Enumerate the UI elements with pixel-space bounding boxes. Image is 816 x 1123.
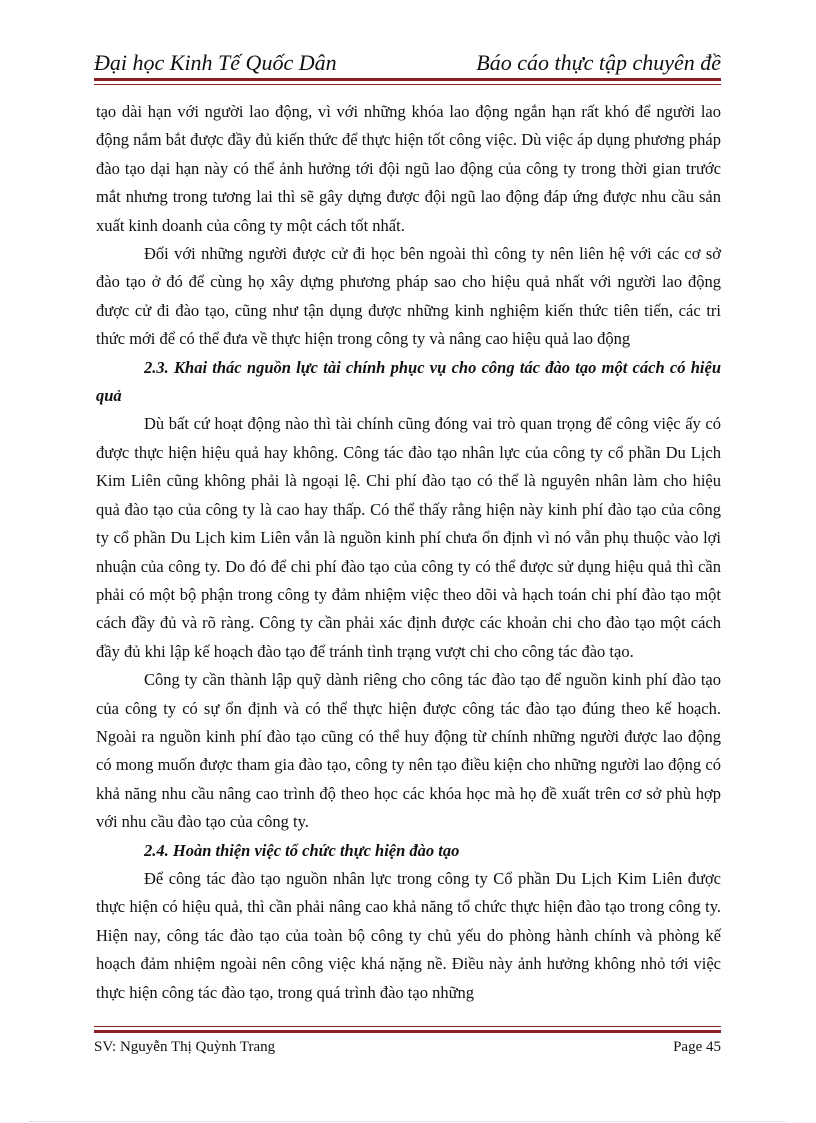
page-header — [94, 44, 721, 76]
section-heading-2-4: 2.4. Hoàn thiện việc tổ chức thực hiện đào tạo — [144, 840, 460, 860]
header-university: Đại học Kinh Tế Quốc Dân — [94, 50, 337, 75]
page-footer — [94, 1039, 721, 1056]
document-body — [96, 98, 721, 1007]
paragraph: tạo dài hạn với người lao động, vì với những khóa lao động ngắn hạn rất khó để người lao động nắm bắt được đầy đủ kiến thức để thực hiện tốt công việc. Dù việc áp dụng phương pháp đào tạo dại hạn này có thể ảnh hưởng tới đội ngũ lao động của công ty trong thời gian trước mắt nhưng trong tương lai thì sẽ gây dựng được đội ngũ lao động đáp ứng được nhu cầu sản xuất kinh doanh của công ty một cách tốt nhất. — [96, 102, 721, 235]
footer-rule — [94, 1030, 721, 1033]
section-heading-2-3: 2.3. Khai thác nguồn lực tài chính phục vụ cho công tác đào tạo một cách có hiệu quả — [96, 357, 721, 406]
header-rule-thin — [94, 84, 721, 85]
footer-rule-thin — [94, 1026, 721, 1027]
paragraph: Dù bất cứ hoạt động nào thì tài chính cũng đóng vai trò quan trọng để công việc ấy có được thực hiện hiệu quả hay không. Công tác đào tạo nhân lực của công ty cổ phần Du Lịch Kim Liên cũng không phải là ngoại lệ. Chi phí đào tạo có thể là nguyên nhân làm cho hiệu quả đào tạo của công ty là cao hay thấp. Có thể thấy rằng hiện này kinh phí đào tạo của công ty cổ phần Du Lịch kim Liên vẫn là nguồn kinh phí chưa ổn định vì nó vẫn phụ thuộc vào lợi nhuận của công ty. Do đó để chi phí đào tạo của công ty có thể được sử dụng hiệu quả thì cần phải có một bộ phận trong công ty đảm nhiệm việc theo dõi và hạch toán chi phí đào tạo một cách đầy đủ và rõ ràng. Công ty cần phải xác định được các khoản chi cho đào tạo một cách đầy đủ khi lập kế hoạch đào tạo để tránh tình trạng vượt chi cho công tác đào tạo. — [96, 414, 721, 661]
header-report-title: Báo cáo thực tập chuyên đề — [476, 50, 721, 75]
page-number: Page 45 — [673, 1039, 721, 1055]
header-rule — [94, 78, 721, 81]
footer-author: SV: Nguyễn Thị Quỳnh Trang — [94, 1039, 276, 1055]
paragraph: Để công tác đào tạo nguồn nhân lực trong công ty Cổ phần Du Lịch Kim Liên được thực hiện có hiệu quả, thì cần phải nâng cao khả năng tổ chức thực hiện đào tạo trong công ty. Hiện nay, công tác đào tạo của toàn bộ công ty chủ yếu do phòng hành chính và phòng kế hoạch đảm nhiệm ngoài nên công việc khá nặng nề. Điều này ảnh hưởng không nhỏ tới việc thực hiện công tác đào tạo, trong quá trình đào tạo những — [96, 868, 721, 1002]
paragraph: Công ty cần thành lập quỹ dành riêng cho công tác đào tạo để nguồn kinh phí đào tạo của công ty có sự ổn định và có thể thực hiện được công tác đào tạo đúng theo kế hoạch. Ngoài ra nguồn kinh phí đào tạo cũng có thể huy động từ chính những người được lao động có mong muốn được tham gia đào tạo, công ty nên tạo điều kiện cho những người lao động có khả năng nhu cầu nâng cao trình độ theo học các khóa học mà họ đề xuất trên cơ sở phù hợp với nhu cầu đào tạo của công ty. — [96, 670, 721, 832]
paragraph: Đối với những người được cử đi học bên ngoài thì công ty nên liên hệ với các cơ sở đào tạo ở đó để cùng họ xây dựng phương pháp sao cho hiệu quả nhất với người lao động được cử đi đào tạo, cũng như tận dụng được những kinh nghiệm kiến thức tiên tiến, các tri thức mới để có thể đưa về thực hiện trong công ty và nâng cao hiệu quả lao động — [96, 244, 721, 349]
